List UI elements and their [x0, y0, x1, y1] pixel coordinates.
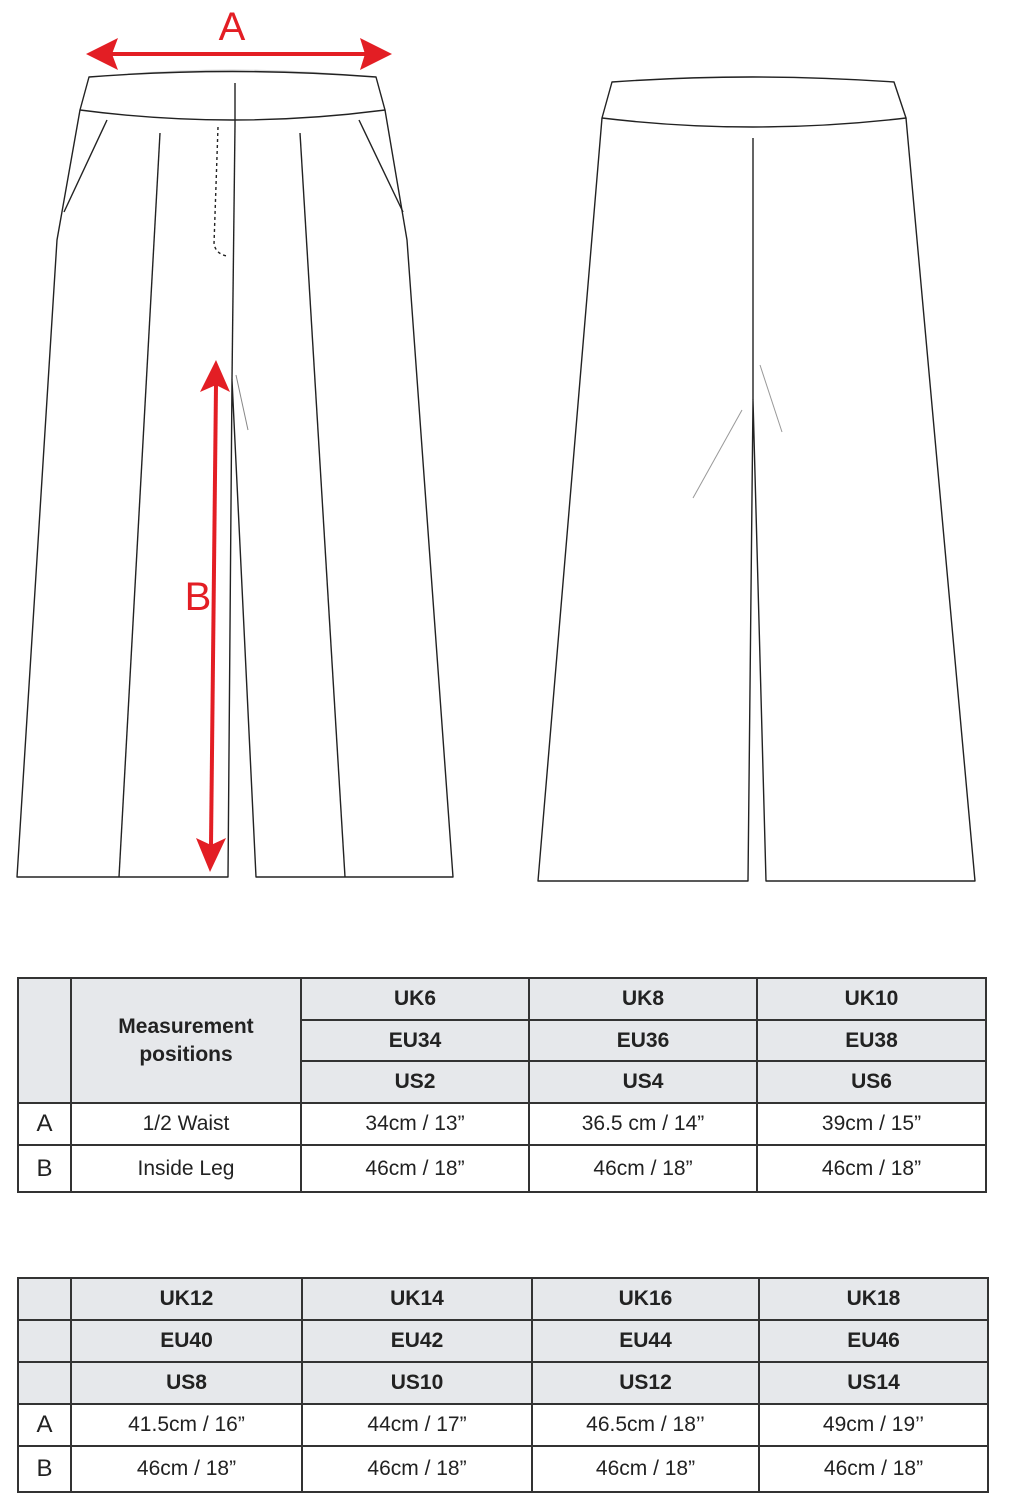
size-eu: EU40 — [71, 1320, 302, 1362]
measurement-value: 44cm / 17” — [302, 1404, 532, 1446]
size-us: US14 — [759, 1362, 988, 1404]
size-us: US4 — [529, 1061, 757, 1103]
row-letter: B — [18, 1145, 71, 1192]
corner-cell — [18, 978, 71, 1103]
measurement-positions-header: Measurement positions — [71, 978, 301, 1103]
size-table-1 — [17, 977, 987, 1193]
corner-cell — [18, 1278, 71, 1320]
size-us: US10 — [302, 1362, 532, 1404]
size-us: US8 — [71, 1362, 302, 1404]
measurement-value: 46cm / 18” — [302, 1446, 532, 1492]
measurement-name: Inside Leg — [71, 1145, 301, 1192]
measurement-value: 41.5cm / 16” — [71, 1404, 302, 1446]
size-uk: UK16 — [532, 1278, 759, 1320]
size-uk: UK12 — [71, 1278, 302, 1320]
corner-cell — [18, 1320, 71, 1362]
size-eu: EU44 — [532, 1320, 759, 1362]
table-row — [18, 1446, 988, 1492]
size-us: US6 — [757, 1061, 986, 1103]
size-table-2 — [17, 1277, 989, 1493]
size-eu: EU42 — [302, 1320, 532, 1362]
measurement-value: 36.5 cm / 14” — [529, 1103, 757, 1145]
back-trousers-drawing — [538, 76, 975, 881]
table-row — [18, 1145, 986, 1192]
measurement-value: 49cm / 19’’ — [759, 1404, 988, 1446]
measurement-value: 39cm / 15” — [757, 1103, 986, 1145]
size-eu: EU38 — [757, 1020, 986, 1061]
size-uk: UK18 — [759, 1278, 988, 1320]
measurement-value: 46cm / 18” — [532, 1446, 759, 1492]
row-letter: A — [18, 1404, 71, 1446]
table-row — [18, 1103, 986, 1145]
size-us: US12 — [532, 1362, 759, 1404]
size-uk: UK14 — [302, 1278, 532, 1320]
back-waistband — [602, 77, 906, 127]
table-row — [18, 1404, 988, 1446]
measurement-arrow-b — [185, 360, 230, 872]
front-waistband — [80, 72, 385, 121]
measurement-value: 46cm / 18” — [301, 1145, 529, 1192]
measurement-value: 46.5cm / 18’’ — [532, 1404, 759, 1446]
front-outline — [17, 110, 453, 877]
back-outline — [538, 118, 975, 881]
measurement-value: 46cm / 18” — [757, 1145, 986, 1192]
size-uk: UK10 — [757, 978, 986, 1020]
row-letter: B — [18, 1446, 71, 1492]
label-b: B — [184, 575, 212, 619]
measurement-value: 46cm / 18” — [71, 1446, 302, 1492]
size-us: US2 — [301, 1061, 529, 1103]
measurement-name: 1/2 Waist — [71, 1103, 301, 1145]
front-trousers-drawing — [17, 70, 453, 878]
measurement-value: 46cm / 18” — [759, 1446, 988, 1492]
corner-cell — [18, 1362, 71, 1404]
size-eu: EU46 — [759, 1320, 988, 1362]
size-eu: EU36 — [529, 1020, 757, 1061]
size-uk: UK8 — [529, 978, 757, 1020]
size-eu: EU34 — [301, 1020, 529, 1061]
size-uk: UK6 — [301, 978, 529, 1020]
label-a: A — [218, 5, 246, 49]
measurement-value: 46cm / 18” — [529, 1145, 757, 1192]
measurement-value: 34cm / 13” — [301, 1103, 529, 1145]
row-letter: A — [18, 1103, 71, 1145]
measurement-arrow-a — [86, 5, 392, 70]
